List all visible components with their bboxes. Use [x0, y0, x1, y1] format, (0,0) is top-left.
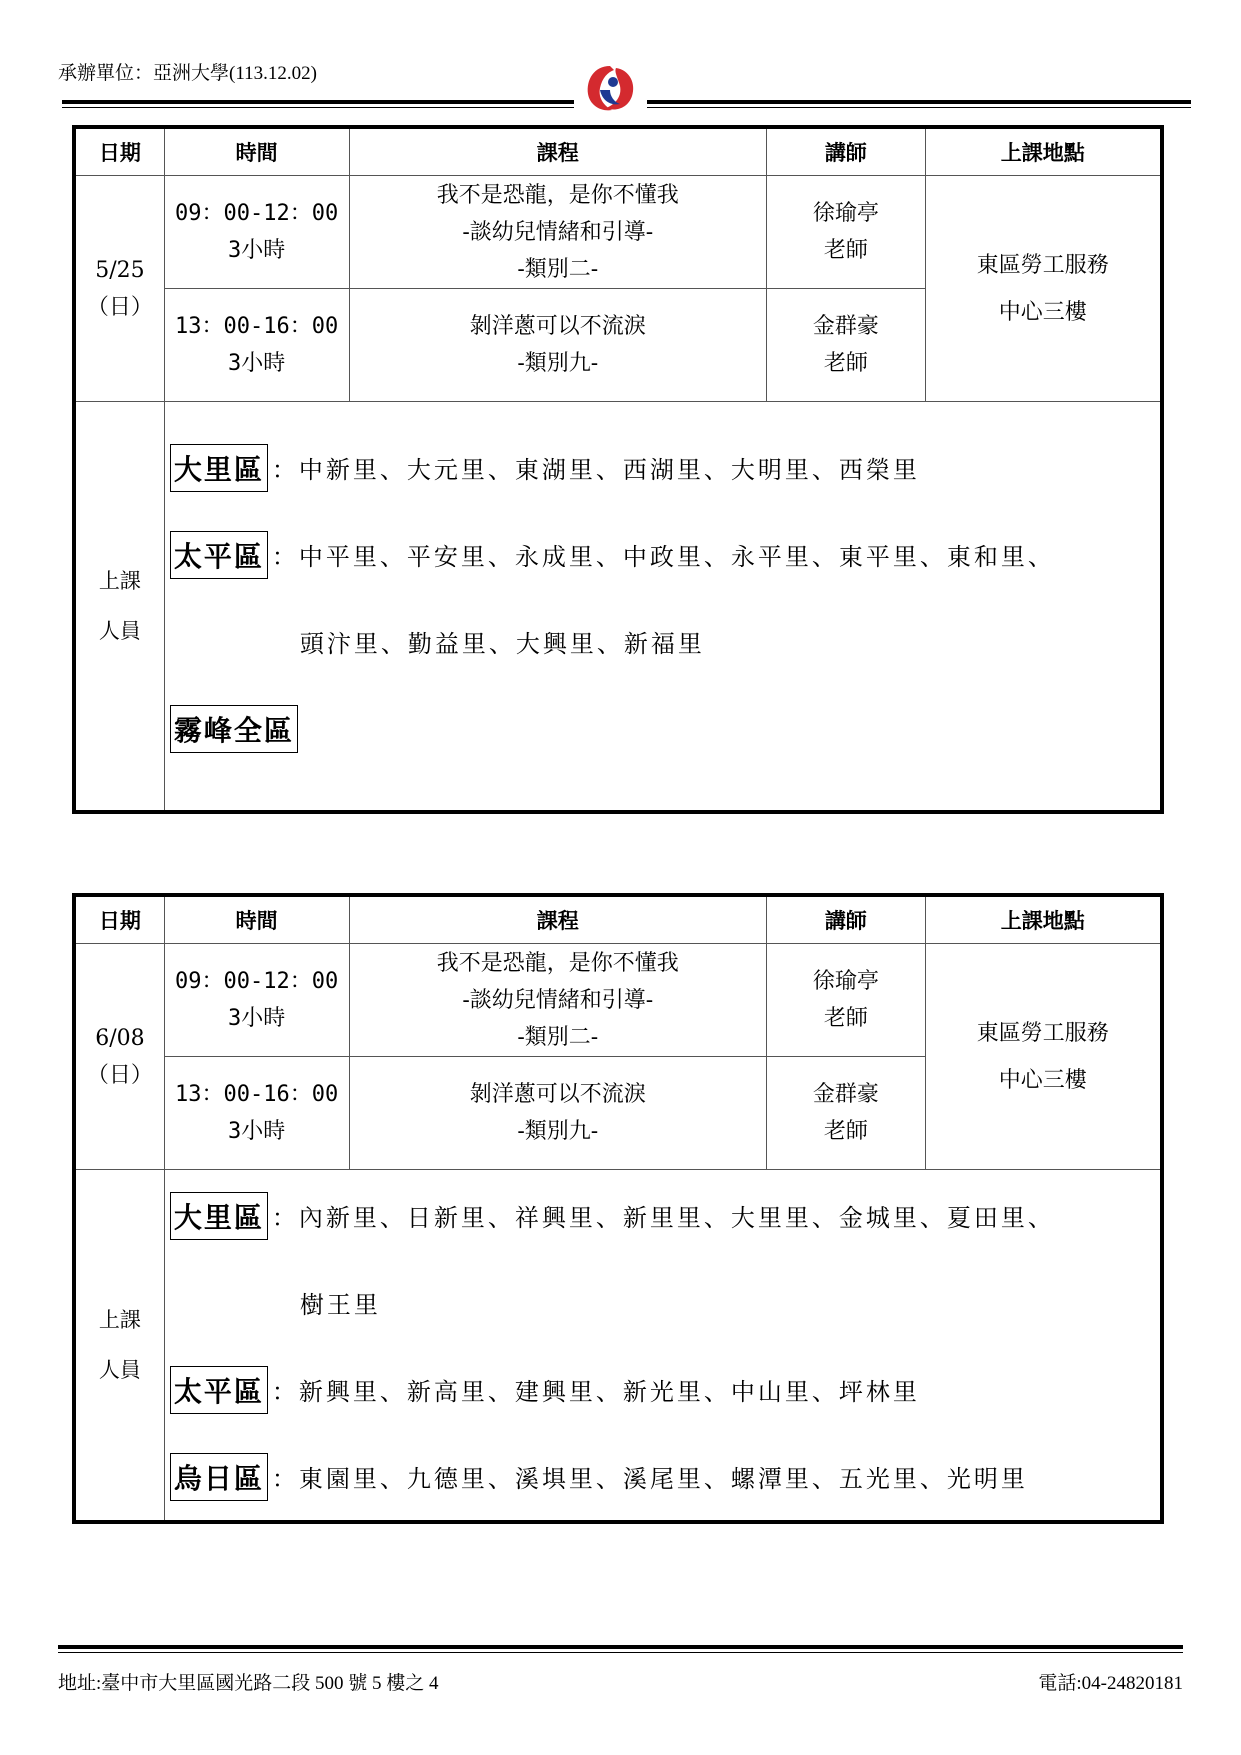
- date: 6/08: [95, 1025, 145, 1051]
- footer-rule: [58, 1645, 1183, 1649]
- duration: 3小時: [228, 351, 286, 376]
- teacher-cell: [767, 176, 926, 289]
- district-name: 大里區: [170, 1192, 268, 1240]
- place-line: 中心三樓: [998, 299, 1087, 325]
- course-cell: [349, 1057, 767, 1170]
- attendee-list: [164, 402, 1162, 812]
- course-title: 剝洋蔥可以不流淚: [469, 314, 646, 339]
- schedule-table: [72, 125, 1164, 814]
- header-rule: [62, 100, 574, 104]
- teacher-name: 徐瑜亭: [812, 201, 879, 226]
- time-range: 13：00-16：00: [175, 1082, 339, 1107]
- duration: 3小時: [228, 1119, 286, 1144]
- schedule-table: [72, 893, 1164, 1524]
- district-continuation: [170, 1259, 1160, 1346]
- teacher-cell: [767, 1057, 926, 1170]
- footer-rule: [58, 1652, 1183, 1653]
- teacher-title: 老師: [823, 238, 868, 263]
- place-line: 東區勞工服務: [976, 1020, 1109, 1046]
- district-line: [170, 1346, 1160, 1433]
- district-name: 烏日區: [170, 1453, 268, 1501]
- course-category: -類別九-: [517, 351, 599, 376]
- place-cell: [925, 944, 1162, 1170]
- course-title: 剝洋蔥可以不流淚: [469, 1082, 646, 1107]
- university-logo: [580, 60, 640, 116]
- header-course: 課程: [349, 127, 767, 176]
- date: 5/25: [95, 257, 145, 283]
- header-date: 日期: [74, 127, 164, 176]
- teacher-title: 老師: [823, 1006, 868, 1031]
- course-cell: [349, 289, 767, 402]
- course-subtitle: -談幼兒情緒和引導-: [462, 219, 654, 245]
- district-line: [170, 685, 1160, 772]
- district-name: 太平區: [170, 531, 268, 579]
- course-title: 我不是恐龍，是你不懂我: [436, 182, 679, 208]
- time-cell: [164, 289, 349, 402]
- course-category: -類別九-: [517, 1119, 599, 1144]
- course-category: -類別二-: [517, 256, 599, 282]
- teacher-name: 金群豪: [812, 314, 879, 339]
- weekday: （日）: [86, 1062, 153, 1088]
- attendee-label-cell: [74, 402, 164, 812]
- attendee-list: [164, 1170, 1162, 1523]
- header-time: 時間: [164, 895, 349, 944]
- footer-phone: 電話:04-24820181: [1038, 1673, 1183, 1694]
- teacher-name: 徐瑜亭: [812, 969, 879, 994]
- teacher-title: 老師: [823, 1119, 868, 1144]
- teacher-cell: [767, 289, 926, 402]
- district-line: [170, 424, 1160, 511]
- village-list: ：中平里、平安里、永成里、中政里、永平里、東平里、東和里、: [271, 543, 1055, 571]
- header-teacher: 講師: [767, 895, 926, 944]
- district-name: 大里區: [170, 444, 268, 492]
- time-cell: [164, 1057, 349, 1170]
- header-rule: [647, 100, 1191, 104]
- village-list: ：東園里、九德里、溪埧里、溪尾里、螺潭里、五光里、光明里: [271, 1465, 1028, 1493]
- district-continuation: [170, 598, 1160, 685]
- attendee-label: 上課: [98, 568, 141, 593]
- place-line: 東區勞工服務: [976, 252, 1109, 278]
- course-cell: [349, 176, 767, 289]
- place-line: 中心三樓: [998, 1067, 1087, 1093]
- attendee-label: 人員: [98, 1358, 141, 1382]
- header-course: 課程: [349, 895, 767, 944]
- organizer-text: 承辦單位：亞洲大學(113.12.02): [58, 63, 317, 84]
- teacher-name: 金群豪: [812, 1082, 879, 1107]
- course-title: 我不是恐龍，是你不懂我: [436, 950, 679, 976]
- village-list: 頭汴里、勤益里、大興里、新福里: [299, 630, 705, 658]
- header-rule: [62, 107, 574, 108]
- course-cell: [349, 944, 767, 1057]
- header-rule: [647, 107, 1191, 108]
- date-cell: [74, 176, 164, 402]
- weekday: （日）: [86, 294, 153, 320]
- course-category: -類別二-: [517, 1024, 599, 1050]
- time-range: 09：00-12：00: [175, 969, 339, 994]
- header-place: 上課地點: [925, 127, 1162, 176]
- time-range: 09：00-12：00: [175, 201, 339, 226]
- time-cell: [164, 176, 349, 289]
- header-teacher: 講師: [767, 127, 926, 176]
- attendee-label: 人員: [98, 618, 141, 643]
- date-cell: [74, 944, 164, 1170]
- time-range: 13：00-16：00: [175, 314, 339, 339]
- place-cell: [925, 176, 1162, 402]
- district-line: [170, 1433, 1160, 1520]
- teacher-title: 老師: [823, 351, 868, 376]
- attendee-label-cell: [74, 1170, 164, 1523]
- attendee-label: 上課: [98, 1308, 141, 1332]
- teacher-cell: [767, 944, 926, 1057]
- duration: 3小時: [228, 1006, 286, 1031]
- duration: 3小時: [228, 238, 286, 263]
- village-list: ：內新里、日新里、祥興里、新里里、大里里、金城里、夏田里、: [271, 1204, 1055, 1232]
- village-list: 樹王里: [299, 1291, 381, 1319]
- header-time: 時間: [164, 127, 349, 176]
- district-name: 太平區: [170, 1366, 268, 1414]
- course-subtitle: -談幼兒情緒和引導-: [462, 987, 654, 1013]
- village-list: ：新興里、新高里、建興里、新光里、中山里、坪林里: [271, 1378, 920, 1406]
- header-place: 上課地點: [925, 895, 1162, 944]
- district-line: [170, 1172, 1160, 1259]
- header-date: 日期: [74, 895, 164, 944]
- district-line: [170, 511, 1160, 598]
- village-list: ：中新里、大元里、東湖里、西湖里、大明里、西榮里: [271, 456, 920, 484]
- time-cell: [164, 944, 349, 1057]
- district-name: 霧峰全區: [170, 705, 298, 753]
- footer-address: 地址:臺中市大里區國光路二段 500 號 5 樓之 4: [58, 1673, 439, 1694]
